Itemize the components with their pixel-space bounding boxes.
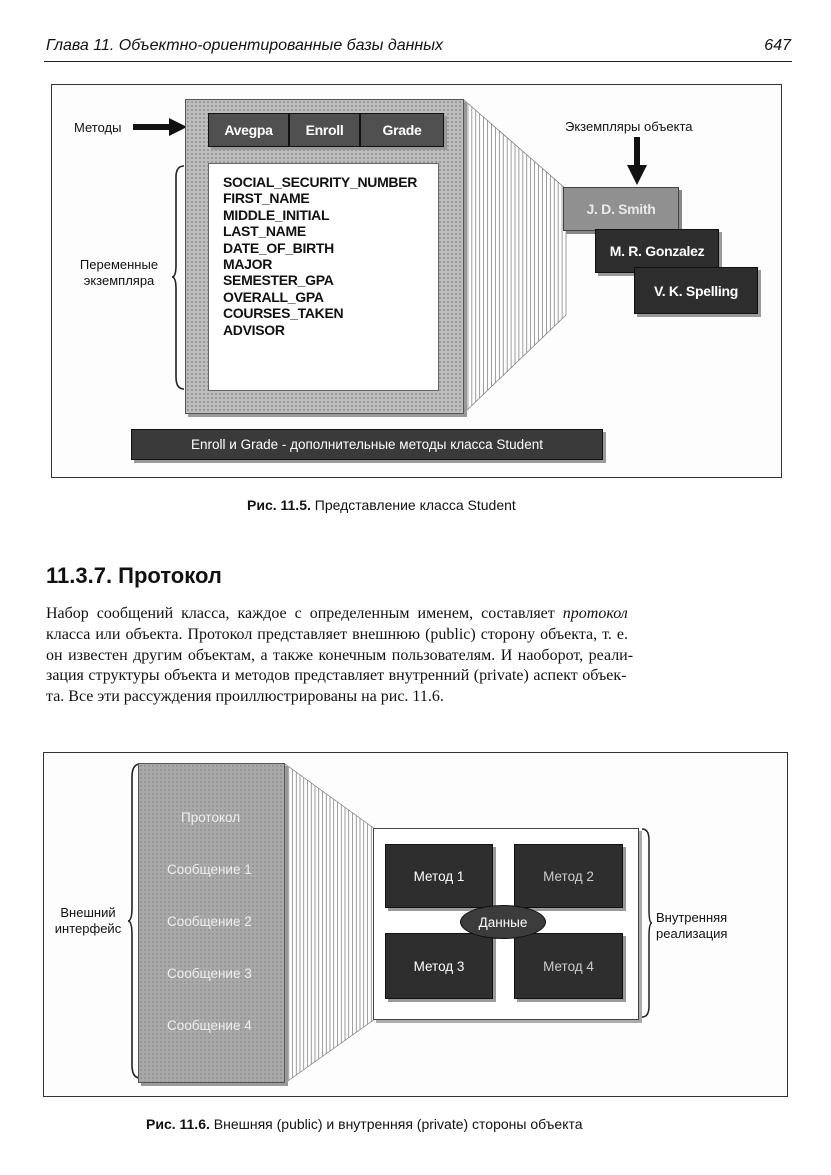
variable-item: SEMESTER_GPA — [223, 272, 334, 289]
external-label-line: Внешний — [60, 905, 116, 920]
variables-label — [64, 257, 174, 289]
methods-arrow-icon — [133, 117, 189, 137]
methods-label: Методы — [74, 120, 122, 135]
method-button-grade: Grade — [360, 113, 444, 147]
external-interface-label — [48, 905, 128, 937]
method-button-enroll: Enroll — [289, 113, 360, 147]
internal-brace-icon — [641, 828, 653, 1018]
figure-11-5 — [51, 84, 782, 478]
section-paragraph — [46, 604, 791, 708]
caption-text: Внешняя (public) и внутренняя (private) стороны объекта — [213, 1116, 583, 1132]
protocol-title: Протокол — [181, 810, 241, 825]
page-number: 647 — [764, 37, 791, 54]
instances-arrow-icon — [626, 137, 648, 187]
variable-item: OVERALL_GPA — [223, 288, 324, 305]
para-line: он известен другим объектам, а также конечным пользователям. И наоборот, реали- — [46, 646, 634, 664]
variable-item: FIRST_NAME — [223, 190, 310, 207]
instance-jd-smith: J. D. Smith — [563, 187, 679, 231]
message-item: Сообщение 2 — [167, 914, 252, 929]
figure-11-6 — [43, 752, 788, 1097]
para-line: зация структуры объекта и методов представляет внутренний (private) аспект объек- — [46, 667, 627, 685]
variable-item: ADVISOR — [223, 321, 285, 338]
variables-label-line: экземпляра — [83, 273, 155, 288]
variables-brace-icon — [172, 165, 186, 390]
protocol-stack — [138, 763, 285, 1083]
para-line: Набор сообщений класса, каждое с определенным именем, составляет протокол — [46, 605, 628, 622]
para-line: та. Все эти рассуждения проиллюстрированы на рис. 11.6. — [46, 688, 444, 706]
internal-implementation-label — [656, 910, 727, 942]
variables-label-line: Переменные — [79, 257, 159, 272]
figure-note-bar: Enroll и Grade - дополнительные методы класса Student — [131, 429, 603, 460]
method-box-3: Метод 3 — [385, 933, 493, 999]
message-item: Сообщение 3 — [167, 966, 252, 981]
caption-number: Рис. 11.5. — [247, 497, 311, 513]
header-rule — [44, 61, 792, 62]
method-box-1: Метод 1 — [385, 844, 493, 908]
para-line: класса или объекта. Протокол представляет внешнюю (public) сторону объекта, т. е. — [46, 625, 629, 643]
running-header: Глава 11. Объектно-ориентированные базы данных — [46, 37, 443, 54]
internal-label-line: Внутренняя — [656, 910, 728, 925]
instance-mr-gonzalez: M. R. Gonzalez — [595, 229, 719, 273]
method-box-2: Метод 2 — [514, 844, 623, 908]
caption-text: Представление класса Student — [314, 497, 516, 513]
variable-item: COURSES_TAKEN — [223, 305, 344, 322]
message-item: Сообщение 1 — [167, 862, 252, 877]
variables-panel — [208, 163, 439, 391]
variable-item: SOCIAL_SECURITY_NUMBER — [223, 174, 418, 190]
instance-vk-spelling: V. K. Spelling — [634, 267, 758, 314]
message-item: Сообщение 4 — [167, 1018, 252, 1033]
figure-11-5-caption — [247, 497, 516, 513]
data-ellipse: Данные — [460, 905, 546, 939]
term-protocol: протокол — [562, 605, 628, 622]
external-label-line: интерфейс — [54, 921, 122, 936]
section-title: 11.3.7. Протокол — [46, 563, 222, 588]
variable-item: MAJOR — [223, 256, 273, 273]
variable-item: MIDDLE_INITIAL — [223, 206, 330, 223]
internal-label-line: реализация — [656, 926, 728, 941]
caption-number: Рис. 11.6. — [146, 1116, 210, 1132]
variable-item: DATE_OF_BIRTH — [223, 239, 334, 256]
method-box-4: Метод 4 — [514, 933, 623, 999]
method-button-avegpa: Avegpa — [208, 113, 289, 147]
variable-item: LAST_NAME — [223, 223, 306, 240]
figure-11-6-caption — [146, 1116, 583, 1132]
instances-label: Экземпляры объекта — [565, 119, 693, 134]
variables-list — [223, 174, 417, 338]
